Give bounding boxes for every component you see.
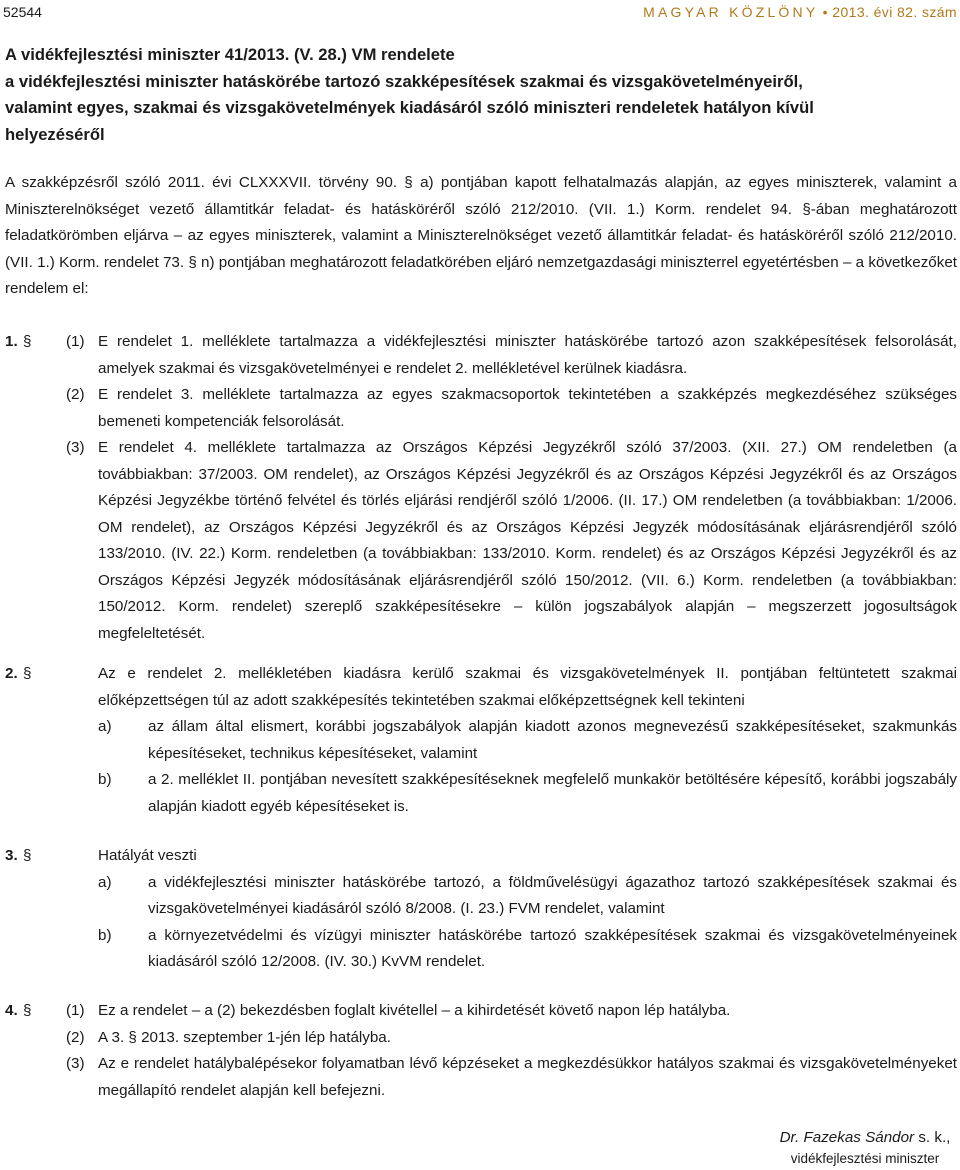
point xyxy=(5,870,957,923)
signatory-line xyxy=(775,1128,955,1148)
paragraph xyxy=(5,329,957,382)
section-number: 2. xyxy=(5,665,18,682)
title-line: a vidékfejlesztési miniszter hatáskörébe tartozó szakképesítések szakmai és vizsgakövetelményeiről, xyxy=(5,71,803,91)
page-header xyxy=(3,2,957,22)
point-text: a környezetvédelmi és vízügyi miniszter hatáskörébe tartozó szakképesítések szakmai és vizsgakövetelményeinek kiadásáról szóló 12/2008. (IV. 30.) KvVM rendelet. xyxy=(148,926,957,970)
section-body xyxy=(5,843,957,976)
paragraph-text: Ez a rendelet – a (2) bekezdésben foglalt kivétellel – a kihirdetését követő napon lép hatályba. xyxy=(98,1002,731,1019)
point-text: az állam által elismert, korábbi jogszabályok alapján kiadott azonos megnevezésű szakképesítéseket, szakmunkás képesítéseket, technikus képesítéseket, valamint xyxy=(148,718,957,762)
paragraph-sign: § xyxy=(23,333,32,350)
signatory-name: Dr. Fazekas Sándor xyxy=(779,1129,915,1146)
point-label: b) xyxy=(98,771,112,788)
title-line: A vidékfejlesztési miniszter 41/2013. (V. 28.) VM rendelete xyxy=(5,45,455,64)
point-label: a) xyxy=(98,873,112,891)
paragraph-sign: § xyxy=(23,1002,32,1019)
point-label: a) xyxy=(98,718,112,735)
section-body xyxy=(5,329,957,647)
paragraph-text: E rendelet 1. melléklete tartalmazza a vidékfejlesztési miniszter hatáskörébe tartozó azon szakképesítések felsorolását, amelyek szakmai és vizsgakövetelményei e rendelet 2. mellékletével kerülnek kiadásra. xyxy=(98,333,957,377)
paragraph xyxy=(5,382,957,435)
journal-info xyxy=(643,2,957,22)
paragraph-text: Az e rendelet hatálybalépésekor folyamatban lévő képzéseket a megkezdésükkor hatályos szakmai és vizsgakövetelményeket megállapító rendelet alapján kell befejezni. xyxy=(98,1055,957,1099)
section-intro: Hatályát veszti xyxy=(98,847,197,864)
journal-title: MAGYAR KÖZLÖNY xyxy=(643,4,819,20)
issue-number: 2013. évi 82. szám xyxy=(832,4,957,20)
signature-block xyxy=(775,1128,955,1170)
paragraph-text: A 3. § 2013. szeptember 1-jén lép hatályba. xyxy=(98,1028,391,1046)
paragraph-label: (1) xyxy=(66,333,85,350)
paragraph-label: (2) xyxy=(66,386,85,403)
decree-title xyxy=(5,42,955,148)
page-number: 52544 xyxy=(3,4,42,20)
paragraph-label: (3) xyxy=(66,1055,85,1072)
point xyxy=(5,767,957,820)
point-label: b) xyxy=(98,926,112,944)
paragraph xyxy=(5,998,957,1025)
title-line: helyezéséről xyxy=(5,124,105,144)
section-body xyxy=(5,998,957,1104)
point-text: a vidékfejlesztési miniszter hatáskörébe tartozó, a földművelésügyi ágazathoz tartozó szakképesítések szakmai és vizsgakövetelményei kiadásáról szóló 8/2008. (I. 23.) FVM rendelet, valamint xyxy=(148,873,957,917)
signatory-role: vidékfejlesztési miniszter xyxy=(790,1151,940,1166)
preamble: A szakképzésről szóló 2011. évi CLXXXVII. törvény 90. § a) pontjában kapott felhatalmazás alapján, az egyes miniszterek, valamint a Miniszterelnökséget vezető államtitkár feladat- és hatásköréről szóló 212/2010. (VII. 1.) Korm. rendelet 94. §-ában meghatározott feladatkörömben eljárva – az egyes miniszterek, valamint a Miniszterelnökséget vezető államtitkár feladat- és hatásköréről szóló 212/2010. (VII. 1.) Korm. rendelet 73. § n) pontjában meghatározott feladatkörében eljáró nemzetgazdasági miniszterrel egyetértésben – a következőket rendelem el: xyxy=(5,174,957,297)
section-number: 4. xyxy=(5,1002,18,1019)
paragraph-sign: § xyxy=(23,847,32,864)
point-text: a 2. melléklet II. pontjában nevesített szakképesítéseknek megfelelő munkakör betöltésére képesítő, korábbi jogszabály alapján kiadott egyéb képesítéseket is. xyxy=(148,771,957,815)
section-number: 3. xyxy=(5,847,18,864)
paragraph-text: E rendelet 3. melléklete tartalmazza az egyes szakmacsoportok tekintetében a szakképzés megkezdéséhez szükséges bemeneti kompetenciák felsorolását. xyxy=(98,386,957,430)
point xyxy=(5,714,957,767)
section-body xyxy=(5,661,957,820)
paragraph-sign: § xyxy=(23,665,32,682)
header-separator: • xyxy=(822,4,828,20)
paragraph xyxy=(5,1051,957,1104)
paragraph xyxy=(5,1025,957,1052)
paragraph xyxy=(5,435,957,647)
paragraph-label: (2) xyxy=(66,1028,85,1046)
paragraph-text: E rendelet 4. melléklete tartalmazza az Országos Képzési Jegyzékről szóló 37/2003. (XII. 27.) OM rendeletben (a továbbiakban: 37/2003. OM rendelet), az Országos Képzési Jegyzékről és az Országos Képzési Jegyzékről és az Országos Képzési Jegyzékbe történő felvétel és törlés eljárási rendjéről szóló 1/2006. (II. 17.) OM rendeletben (a továbbiakban: 1/2006. OM rendelet), az Országos Képzési Jegyzékről és az Országos Képzési Jegyzék módosításának eljárásrendjéről szóló 133/2010. (IV. 22.) Korm. rendeletben (a továbbiakban: 133/2010. Korm. rendelet) és az Országos Képzési Jegyzékről és az Országos Képzési Jegyzék módosításának eljárásrendjéről szóló 150/2012. (VII. 6.) Korm. rendeletben (a továbbiakban: 150/2012. Korm. rendelet) szereplő szakképesítésekre – külön jogszabályok alapján – megszerzett jogosultságok megfeleltetését. xyxy=(98,439,957,642)
signatory-suffix: s. k., xyxy=(918,1129,951,1146)
section-intro: Az e rendelet 2. mellékletében kiadásra kerülő szakmai és vizsgakövetelmények II. pontjában feltüntetett szakmai előképzettségen túl az adott szakképesítés tekintetében szakmai előképzettségnek kell tekinteni xyxy=(98,665,957,709)
section-number: 1. xyxy=(5,333,18,350)
point xyxy=(5,923,957,976)
paragraph-label: (1) xyxy=(66,1002,85,1019)
title-line: valamint egyes, szakmai és vizsgakövetelmények kiadásáról szóló miniszteri rendeletek hatályon kívül xyxy=(5,98,814,117)
paragraph-label: (3) xyxy=(66,439,85,456)
